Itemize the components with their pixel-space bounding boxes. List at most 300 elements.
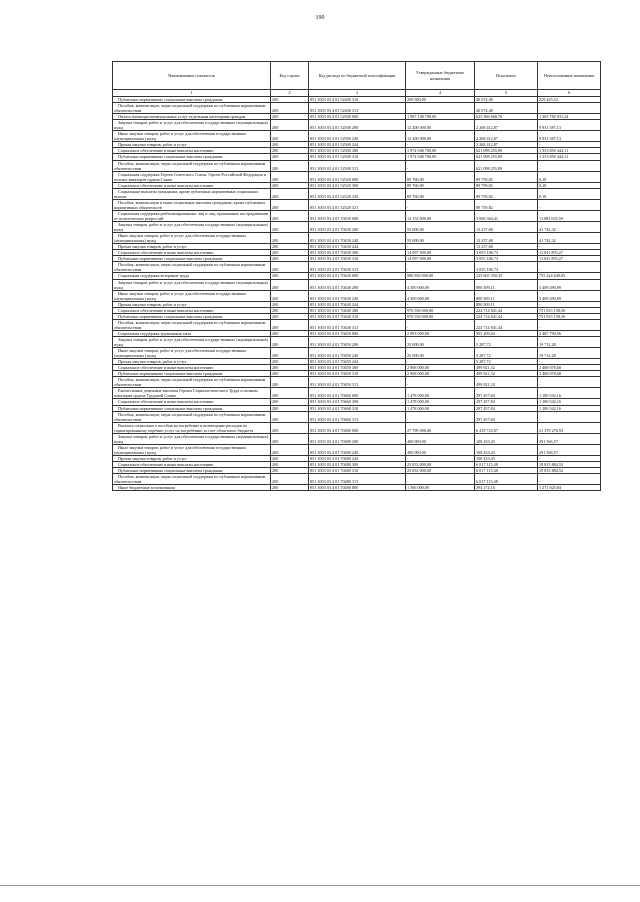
remaining-amount-cell: 755 224 649,65	[538, 273, 601, 279]
budget-code-cell: 851 1003 03 4 01 52500 200	[309, 120, 406, 131]
budget-code-cell: 851 1003 03 4 01 70430 313	[309, 262, 406, 273]
executed-amount-cell: 621 098 255,89	[475, 160, 538, 171]
remaining-amount-cell: -	[538, 142, 601, 148]
indicator-name-cell: Иные закупки товаров, работ и услуг для обеспечения государственных (муниципальных) нужд	[113, 131, 271, 142]
remaining-amount-cell: 11 083 635,59	[538, 210, 601, 221]
indicator-name-cell: Прочая закупка товаров, работ и услуг	[113, 244, 271, 250]
executed-amount-cell: 108 433,43	[475, 444, 538, 455]
budget-code-cell: 851 1003 03 4 01 70480 200	[309, 433, 406, 444]
approved-amount-cell: 14 097 000,00	[406, 256, 475, 262]
line-code-cell: 200	[271, 273, 309, 279]
table-row	[113, 336, 601, 347]
remaining-amount-cell: 19 712,28	[538, 336, 601, 347]
executed-amount-cell: 623 366 668,76	[475, 114, 538, 120]
budget-code-cell: 851 1003 03 4 01 70430 000	[309, 210, 406, 221]
indicator-name-cell: Публичные нормативные социальные выплаты гражданам	[113, 405, 271, 411]
remaining-amount-cell: 9 931 587,13	[538, 131, 601, 142]
approved-amount-cell: 25 833 000,00	[406, 468, 475, 474]
budget-code-cell: 851 1003 03 4 01 70430 240	[309, 233, 406, 244]
line-code-cell: 200	[271, 485, 309, 491]
budget-code-cell: 851 1003 03 4 01 70440 200	[309, 279, 406, 290]
line-code-cell: 200	[271, 222, 309, 233]
line-code-cell: 200	[271, 313, 309, 319]
table-row	[113, 188, 601, 199]
line-code-cell: 200	[271, 97, 309, 103]
approved-amount-cell: 1 987 148 700,00	[406, 114, 475, 120]
line-code-cell: 200	[271, 474, 309, 485]
budget-code-cell: 851 1003 03 4 01 70460 000	[309, 388, 406, 399]
approved-amount-cell: 2 968 000,00	[406, 365, 475, 371]
table-row	[113, 290, 601, 301]
indicator-name-cell: Закупка товаров, работ и услуг для обеспечения государственных (муниципальных) нужд	[113, 433, 271, 444]
column-number: 5	[475, 90, 538, 97]
remaining-amount-cell: 1 271 825,84	[538, 485, 601, 491]
budget-code-cell: 851 1003 03 4 01 70480 300	[309, 462, 406, 468]
remaining-amount-cell: -	[538, 262, 601, 273]
line-code-cell: 200	[271, 199, 309, 210]
remaining-amount-cell: 41 742,32	[538, 222, 601, 233]
line-code-cell: 200	[271, 262, 309, 273]
budget-code-cell: 851 1003 03 4 01 52500 240	[309, 131, 406, 142]
executed-amount-cell: 297 457,84	[475, 399, 538, 405]
approved-amount-cell: -	[406, 103, 475, 114]
executed-amount-cell: 5 287,72	[475, 359, 538, 365]
executed-amount-cell: 6 017 115,48	[475, 468, 538, 474]
indicator-name-cell: Прочая закупка товаров, работ и услуг	[113, 142, 271, 148]
remaining-amount-cell: -	[538, 411, 601, 422]
table-row	[113, 171, 601, 182]
line-code-cell: 200	[271, 319, 309, 330]
column-number: 3	[309, 90, 406, 97]
approved-amount-cell: 976 530 000,00	[406, 313, 475, 319]
remaining-amount-cell: 1 353 850 444,11	[538, 154, 601, 160]
executed-amount-cell: 13 257,68	[475, 233, 538, 244]
indicator-name-cell: Закупка товаров, работ и услуг для обеспечения государственных (муниципальных) нужд	[113, 336, 271, 347]
remaining-amount-cell: 19 712,28	[538, 348, 601, 359]
column-number: 2	[271, 90, 309, 97]
budget-code-cell: 851 1003 03 4 01 70450 240	[309, 348, 406, 359]
line-code-cell: 200	[271, 433, 309, 444]
executed-amount-cell: 2 268 412,87	[475, 120, 538, 131]
indicator-name-cell: Публичные нормативные социальные выплаты гражданам	[113, 97, 271, 103]
approved-amount-cell: 980 830 000,00	[406, 273, 475, 279]
approved-amount-cell: -	[406, 411, 475, 422]
remaining-amount-cell: 21 379 276,93	[538, 422, 601, 433]
budget-code-cell: 851 1003 03 4 01 52500 000	[309, 114, 406, 120]
header-row	[113, 62, 601, 90]
executed-amount-cell: 2 268 412,87	[475, 131, 538, 142]
indicator-name-cell: Пособия, компенсации, меры социальной поддержки по публичным нормативным обязательствам	[113, 319, 271, 330]
executed-amount-cell: 2 268 412,87	[475, 142, 538, 148]
indicator-name-cell: Социальная поддержка тружеников тыла	[113, 330, 271, 336]
executed-amount-cell: 13 257,68	[475, 222, 538, 233]
budget-code-cell: 851 1003 03 4 01 70430 300	[309, 250, 406, 256]
approved-amount-cell: 1 478 000,00	[406, 399, 475, 405]
header-budget-code: Код расхода по бюджетной классификации	[309, 62, 406, 90]
table-row	[113, 433, 601, 444]
remaining-amount-cell: 11 041 893,27	[538, 256, 601, 262]
executed-amount-cell: 297 457,84	[475, 388, 538, 399]
budget-code-cell: 851 1003 03 4 01 52500 313	[309, 160, 406, 171]
remaining-amount-cell: 19 815 884,52	[538, 468, 601, 474]
approved-amount-cell: -	[406, 142, 475, 148]
approved-amount-cell: -	[406, 244, 475, 250]
executed-amount-cell: 890 509,11	[475, 290, 538, 301]
remaining-amount-cell: -	[538, 160, 601, 171]
line-code-cell: 200	[271, 103, 309, 114]
remaining-amount-cell: 0,18	[538, 188, 601, 199]
remaining-amount-cell: -	[538, 359, 601, 365]
header-approved: Утвержденные бюджетные назначения	[406, 62, 475, 90]
indicator-name-cell: Закупка товаров, работ и услуг для обеспечения государственных (муниципальных) нужд	[113, 222, 271, 233]
column-number: 6	[538, 90, 601, 97]
indicator-name-cell: Иные закупки товаров, работ и услуг для обеспечения государственных (муниципальных) нужд	[113, 233, 271, 244]
approved-amount-cell: 55 000,00	[406, 222, 475, 233]
indicator-name-cell: Закупка товаров, работ и услуг для обеспечения государственных (муниципальных) нужд	[113, 120, 271, 131]
approved-amount-cell: -	[406, 377, 475, 388]
indicator-name-cell: Пособия, компенсации, меры социальной поддержки по публичным нормативным обязательствам	[113, 160, 271, 171]
executed-amount-cell: 89 759,82	[475, 171, 538, 182]
approved-amount-cell: 1 974 948 700,00	[406, 154, 475, 160]
executed-amount-cell: 890 509,11	[475, 301, 538, 307]
approved-amount-cell: -	[406, 455, 475, 461]
remaining-amount-cell: 1 353 850 444,11	[538, 148, 601, 154]
approved-amount-cell: 12 200 000,00	[406, 131, 475, 142]
indicator-name-cell: Закупка товаров, работ и услуг для обеспечения государственных (муниципальных) нужд	[113, 279, 271, 290]
executed-amount-cell: 6 017 115,48	[475, 474, 538, 485]
line-code-cell: 200	[271, 365, 309, 371]
approved-amount-cell: 400 000,00	[406, 444, 475, 455]
remaining-amount-cell: 2 468 078,68	[538, 371, 601, 377]
line-code-cell: 200	[271, 330, 309, 336]
approved-amount-cell: 25 833 000,00	[406, 462, 475, 468]
indicator-name-cell: Иные закупки товаров, работ и услуг для обеспечения государственных (муниципальных) нужд	[113, 290, 271, 301]
line-code-cell: 200	[271, 290, 309, 301]
executed-amount-cell: 89 759,82	[475, 188, 538, 199]
line-code-cell: 200	[271, 160, 309, 171]
budget-code-cell: 851 1003 03 4 01 70440 240	[309, 290, 406, 301]
line-code-cell: 200	[271, 444, 309, 455]
budget-code-cell: 851 1003 03 4 01 70430 310	[309, 256, 406, 262]
remaining-amount-cell: 1 363 782 031,24	[538, 114, 601, 120]
line-code-cell: 200	[271, 411, 309, 422]
approved-amount-cell: 27 799 000,00	[406, 422, 475, 433]
remaining-amount-cell: -	[538, 455, 601, 461]
budget-code-cell: 851 1003 03 4 01 52520 321	[309, 199, 406, 210]
executed-amount-cell: 621 098 255,89	[475, 154, 538, 160]
table-row	[113, 160, 601, 171]
indicator-name-cell: Пособия, компенсации, меры социальной поддержки по публичным нормативным обязательствам	[113, 103, 271, 114]
remaining-amount-cell: 9 931 587,13	[538, 120, 601, 131]
budget-code-cell: 851 1003 03 4 01 70480 310	[309, 468, 406, 474]
column-number: 1	[113, 90, 271, 97]
line-code-cell: 200	[271, 279, 309, 290]
approved-amount-cell: 25 000,00	[406, 336, 475, 347]
remaining-amount-cell: 3 409 490,89	[538, 290, 601, 301]
line-code-cell: 200	[271, 307, 309, 313]
line-code-cell: 200	[271, 422, 309, 433]
line-code-cell: 200	[271, 359, 309, 365]
remaining-amount-cell: -	[538, 319, 601, 330]
indicator-name-cell: Выплата социального пособия на погребение и возмещение расходов по гарантированному перечню услуг по погребению за счет областного бюджета	[113, 422, 271, 433]
executed-amount-cell: 621 098 255,89	[475, 148, 538, 154]
approved-amount-cell: 89 760,00	[406, 171, 475, 182]
line-code-cell: 200	[271, 171, 309, 182]
line-code-cell: 200	[271, 348, 309, 359]
indicator-name-cell: Иные закупки товаров, работ и услуг для обеспечения государственных (муниципальных) нужд	[113, 348, 271, 359]
remaining-amount-cell: 1 180 542,16	[538, 388, 601, 399]
executed-amount-cell: 40 074,48	[475, 103, 538, 114]
executed-amount-cell: 505 209,04	[475, 330, 538, 336]
approved-amount-cell: -	[406, 319, 475, 330]
remaining-amount-cell: 3 409 490,89	[538, 279, 601, 290]
executed-amount-cell: 499 921,32	[475, 371, 538, 377]
approved-amount-cell: -	[406, 160, 475, 171]
budget-code-cell: 851 1003 03 4 01 70450 310	[309, 371, 406, 377]
indicator-name-cell: Прочая закупка товаров, работ и услуг	[113, 455, 271, 461]
line-code-cell: 200	[271, 405, 309, 411]
line-code-cell: 200	[271, 120, 309, 131]
approved-amount-cell: 4 300 000,00	[406, 279, 475, 290]
line-code-cell: 200	[271, 462, 309, 468]
header-line-code: Код строки	[271, 62, 309, 90]
indicator-name-cell: Социальная поддержка Героев Советского Союза, Героев Российской Федерации и полных кавалеров ордена Славы	[113, 171, 271, 182]
indicator-name-cell: Социальная поддержка ветеранов труда	[113, 273, 271, 279]
budget-execution-table	[112, 61, 601, 491]
approved-amount-cell: 55 000,00	[406, 233, 475, 244]
executed-amount-cell: 224 714 841,44	[475, 313, 538, 319]
indicator-name-cell: Публичные нормативные социальные выплаты гражданам	[113, 154, 271, 160]
executed-amount-cell: 224 714 841,44	[475, 319, 538, 330]
executed-amount-cell: 3 068 364,41	[475, 210, 538, 221]
remaining-amount-cell: -	[538, 199, 601, 210]
executed-amount-cell: 297 457,84	[475, 411, 538, 422]
indicator-name-cell: Пособия, компенсации, меры социальной поддержки по публичным нормативным обязательствам	[113, 377, 271, 388]
remaining-amount-cell: -	[538, 301, 601, 307]
line-code-cell: 200	[271, 131, 309, 142]
table-row	[113, 131, 601, 142]
budget-code-cell: 851 1003 03 4 01 70440 313	[309, 319, 406, 330]
line-code-cell: 200	[271, 336, 309, 347]
executed-amount-cell: 3 055 106,73	[475, 250, 538, 256]
remaining-amount-cell: -	[538, 474, 601, 485]
remaining-amount-cell: 751 815 158,56	[538, 307, 601, 313]
approved-amount-cell: 89 760,00	[406, 182, 475, 188]
line-code-cell: 200	[271, 256, 309, 262]
line-code-cell: 200	[271, 233, 309, 244]
line-code-cell: 200	[271, 455, 309, 461]
table-row	[113, 222, 601, 233]
header-executed: Исполнено	[475, 62, 538, 90]
table-body	[113, 97, 601, 491]
approved-amount-cell: 12 200 000,00	[406, 120, 475, 131]
approved-amount-cell: 400 000,00	[406, 433, 475, 444]
approved-amount-cell: 2 968 000,00	[406, 371, 475, 377]
indicator-name-cell: Социальное обеспечение и иные выплаты населению	[113, 462, 271, 468]
budget-code-cell: 851 1003 03 4 01 70440 000	[309, 273, 406, 279]
indicator-name-cell: Пособия, компенсации, меры социальной поддержки по публичным нормативным обязательствам	[113, 474, 271, 485]
line-code-cell: 200	[271, 148, 309, 154]
indicator-name-cell: Социальная поддержка реабилитированных лиц и лиц, признанных пострадавшими от политических репрессий	[113, 210, 271, 221]
indicator-name-cell: Публичные нормативные социальные выплаты гражданам	[113, 468, 271, 474]
indicator-name-cell: Оплата жилищно-коммунальных услуг отдельным категориям граждан	[113, 114, 271, 120]
indicator-name-cell: Пособия, компенсации, меры социальной поддержки по публичным нормативным обязательствам	[113, 262, 271, 273]
executed-amount-cell: 6 419 723,07	[475, 422, 538, 433]
approved-amount-cell: 89 760,00	[406, 188, 475, 199]
executed-amount-cell: 499 921,32	[475, 377, 538, 388]
budget-code-cell: 851 1003 03 4 01 70440 300	[309, 307, 406, 313]
approved-amount-cell: -	[406, 199, 475, 210]
table-row	[113, 348, 601, 359]
budget-code-cell: 851 1003 03 4 01 70450 000	[309, 330, 406, 336]
table-row	[113, 388, 601, 399]
approved-amount-cell: 4 300 000,00	[406, 290, 475, 301]
budget-code-cell: 851 1003 03 4 01 70450 300	[309, 365, 406, 371]
approved-amount-cell: -	[406, 474, 475, 485]
approved-amount-cell: 25 000,00	[406, 348, 475, 359]
executed-amount-cell: 225 605 350,35	[475, 273, 538, 279]
budget-code-cell: 851 1003 03 4 01 70450 200	[309, 336, 406, 347]
executed-amount-cell: 6 017 115,48	[475, 462, 538, 468]
indicator-name-cell: Ежемесячные денежные выплаты Героям Социалистического Труда и полным кавалерам ордена Трудовой Славы	[113, 388, 271, 399]
indicator-name-cell: Иные бюджетные ассигнования	[113, 485, 271, 491]
table-row	[113, 279, 601, 290]
line-code-cell: 200	[271, 301, 309, 307]
indicator-name-cell: Социальное обеспечение и иные выплаты населению	[113, 365, 271, 371]
indicator-name-cell: Социальное обеспечение и иные выплаты населению	[113, 399, 271, 405]
executed-amount-cell: 499 921,32	[475, 365, 538, 371]
indicator-name-cell: Пособия, компенсации, меры социальной поддержки по публичным нормативным обязательствам	[113, 411, 271, 422]
line-code-cell: 200	[271, 250, 309, 256]
line-code-cell: 200	[271, 371, 309, 377]
executed-amount-cell: 5 287,72	[475, 336, 538, 347]
line-code-cell: 200	[271, 210, 309, 221]
remaining-amount-cell: 11 041 893,27	[538, 250, 601, 256]
executed-amount-cell: 297 457,84	[475, 405, 538, 411]
executed-amount-cell: 89 759,82	[475, 182, 538, 188]
table-row	[113, 485, 601, 491]
indicator-name-cell: Публичные нормативные социальные выплаты гражданам	[113, 313, 271, 319]
budget-code-cell: 851 1003 03 4 01 70450 313	[309, 377, 406, 388]
table-row	[113, 103, 601, 114]
remaining-amount-cell: 291 566,57	[538, 433, 601, 444]
indicator-name-cell: Социальное обеспечение и иные выплаты населению	[113, 148, 271, 154]
budget-code-cell: 851 1003 03 4 01 70440 310	[309, 313, 406, 319]
page-bottom-rule	[0, 885, 640, 886]
remaining-amount-cell: 1 180 542,16	[538, 399, 601, 405]
table-row	[113, 120, 601, 131]
remaining-amount-cell: 0,18	[538, 182, 601, 188]
budget-code-cell: 851 1003 03 4 01 52400 313	[309, 103, 406, 114]
budget-code-cell: 851 1003 03 4 01 52500 244	[309, 142, 406, 148]
budget-code-cell: 851 1003 03 4 01 70480 000	[309, 422, 406, 433]
budget-code-cell: 851 1003 03 4 01 70480 244	[309, 455, 406, 461]
approved-amount-cell: 269 500,00	[406, 97, 475, 103]
table-row	[113, 319, 601, 330]
indicator-name-cell: Прочая закупка товаров, работ и услуг	[113, 359, 271, 365]
approved-amount-cell: 14 097 000,00	[406, 250, 475, 256]
remaining-amount-cell: 2 487 790,96	[538, 330, 601, 336]
budget-code-cell: 851 1003 03 4 01 70480 240	[309, 444, 406, 455]
budget-code-cell: 851 1003 03 4 01 70430 200	[309, 222, 406, 233]
approved-amount-cell: 2 993 000,00	[406, 330, 475, 336]
line-code-cell: 200	[271, 154, 309, 160]
indicator-name-cell: Социальное обеспечение и иные выплаты населению	[113, 250, 271, 256]
executed-amount-cell: 294 174,16	[475, 485, 538, 491]
budget-code-cell: 851 1003 03 4 01 70440 244	[309, 301, 406, 307]
table-row	[113, 199, 601, 210]
table-row	[113, 210, 601, 221]
indicator-name-cell: Публичные нормативные социальные выплаты гражданам	[113, 256, 271, 262]
budget-code-cell: 851 1003 03 4 01 52520 300	[309, 182, 406, 188]
budget-code-cell: 851 1003 03 4 01 52500 310	[309, 154, 406, 160]
budget-code-cell: 851 1003 03 4 01 70480 800	[309, 485, 406, 491]
indicator-name-cell: Социальное обеспечение и иные выплаты населению	[113, 182, 271, 188]
table-row	[113, 411, 601, 422]
header-remaining: Неисполненные назначения	[538, 62, 601, 90]
approved-amount-cell: -	[406, 301, 475, 307]
column-number: 4	[406, 90, 475, 97]
line-code-cell: 200	[271, 388, 309, 399]
approved-amount-cell: -	[406, 262, 475, 273]
executed-amount-cell: 89 759,82	[475, 199, 538, 210]
remaining-amount-cell: 291 566,57	[538, 444, 601, 455]
executed-amount-cell: 108 433,43	[475, 455, 538, 461]
indicator-name-cell: Публичные нормативные социальные выплаты гражданам	[113, 371, 271, 377]
executed-amount-cell: 3 055 106,73	[475, 256, 538, 262]
budget-code-cell: 851 1003 03 4 01 52500 300	[309, 148, 406, 154]
executed-amount-cell: 108 433,43	[475, 433, 538, 444]
executed-amount-cell: 40 074,48	[475, 97, 538, 103]
approved-amount-cell: 976 530 000,00	[406, 307, 475, 313]
remaining-amount-cell: -	[538, 103, 601, 114]
budget-code-cell: 851 1003 03 4 01 70450 244	[309, 359, 406, 365]
table-row	[113, 422, 601, 433]
approved-amount-cell: -	[406, 359, 475, 365]
table-header	[113, 62, 601, 97]
budget-code-cell: 851 1003 03 4 01 52400 310	[309, 97, 406, 103]
line-code-cell: 200	[271, 114, 309, 120]
budget-code-cell: 851 1003 03 4 01 52520 000	[309, 171, 406, 182]
remaining-amount-cell: 41 742,32	[538, 233, 601, 244]
table-row	[113, 444, 601, 455]
remaining-amount-cell: -	[538, 244, 601, 250]
remaining-amount-cell: -	[538, 377, 601, 388]
remaining-amount-cell: 229 425,52	[538, 97, 601, 103]
approved-amount-cell: 1 566 000,00	[406, 485, 475, 491]
remaining-amount-cell: 0,18	[538, 171, 601, 182]
executed-amount-cell: 3 055 106,73	[475, 262, 538, 273]
budget-code-cell: 851 1003 03 4 01 70430 244	[309, 244, 406, 250]
remaining-amount-cell: 1 180 542,16	[538, 405, 601, 411]
line-code-cell: 200	[271, 399, 309, 405]
approved-amount-cell: 14 152 000,00	[406, 210, 475, 221]
line-code-cell: 200	[271, 188, 309, 199]
indicator-name-cell: Иные закупки товаров, работ и услуг для обеспечения государственных (муниципальных) нужд	[113, 444, 271, 455]
indicator-name-cell: Прочая закупка товаров, работ и услуг	[113, 301, 271, 307]
page-number: 190	[315, 15, 325, 21]
line-code-cell: 200	[271, 468, 309, 474]
table-row	[113, 474, 601, 485]
line-code-cell: 200	[271, 377, 309, 388]
table-row	[113, 233, 601, 244]
budget-code-cell: 851 1003 03 4 01 70460 310	[309, 405, 406, 411]
table-row	[113, 262, 601, 273]
table-row	[113, 377, 601, 388]
header-indicator-name: Наименование показателя	[113, 62, 271, 90]
indicator-name-cell: Социальное обеспечение и иные выплаты населению	[113, 307, 271, 313]
executed-amount-cell: 5 287,72	[475, 348, 538, 359]
